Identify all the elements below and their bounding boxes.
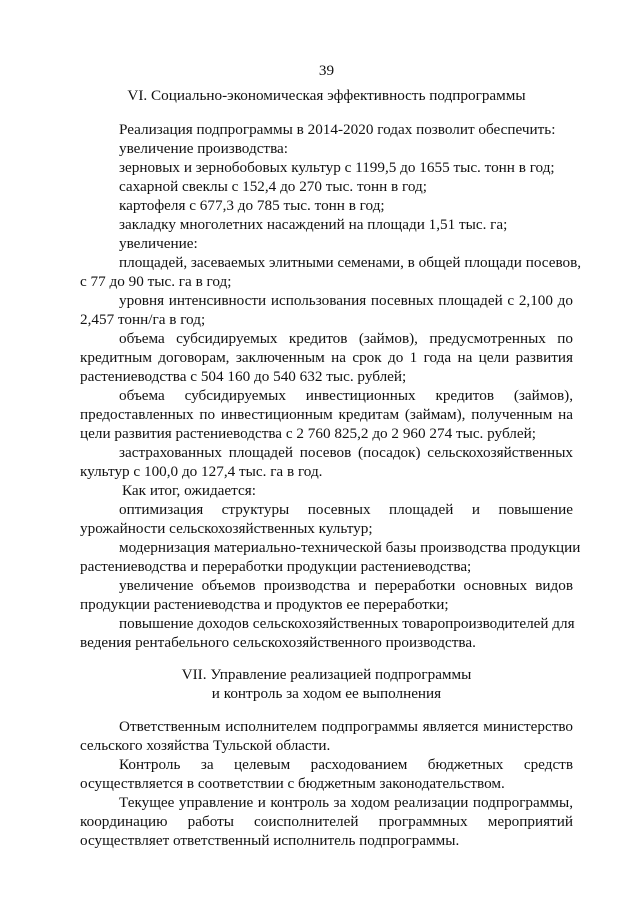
text-line: оптимизация структуры посевных площадей и повышение [119, 501, 573, 518]
text-line: предоставленных по инвестиционным кредитам (займам), полученным на [80, 406, 573, 423]
page-number: 39 [318, 62, 335, 79]
text-line: продукции растениеводства и продуктов ее переработки; [80, 596, 449, 613]
section-6-heading: VI. Социально-экономическая эффективность подпрограммы [127, 87, 526, 104]
section-7-heading-line-2: и контроль за ходом ее выполнения [211, 685, 442, 702]
text-line: Как итог, ожидается: [122, 482, 256, 499]
text-line: растениеводства и переработки продукции растениеводства; [80, 558, 472, 575]
text-line: зерновых и зернобобовых культур с 1199,5 до 1655 тыс. тонн в год; [119, 159, 555, 176]
text-line: объема субсидируемых кредитов (займов), предусмотренных по [119, 330, 573, 347]
text-line: увеличение объемов производства и переработки основных видов [119, 577, 573, 594]
text-line: Реализация подпрограммы в 2014-2020 годах позволит обеспечить: [119, 121, 556, 138]
text-line: 2,457 тонн/га в год; [80, 311, 206, 328]
text-line: ведения рентабельного сельскохозяйственного производства. [80, 634, 476, 651]
text-line: закладку многолетних насаждений на площади 1,51 тыс. га; [119, 216, 508, 233]
text-line: с 77 до 90 тыс. га в год; [80, 273, 232, 290]
text-line: осуществляется в соответствии с бюджетным законодательством. [80, 775, 505, 792]
text-line: Контроль за целевым расходованием бюджетных средств [119, 756, 573, 773]
text-line: кредитным договорам, заключенным на срок до 1 года на цели развития [80, 349, 573, 366]
text-line: объема субсидируемых инвестиционных кредитов (займов), [119, 387, 573, 404]
text-line: модернизация материально-технической базы производства продукции [119, 539, 581, 556]
text-line: сельского хозяйства Тульской области. [80, 737, 331, 754]
text-line: площадей, засеваемых элитными семенами, в общей площади посевов, [119, 254, 582, 271]
section-7-heading-line-1: VII. Управление реализацией подпрограммы [181, 666, 472, 683]
text-line: увеличение производства: [119, 140, 288, 157]
text-line: цели развития растениеводства с 2 760 825,2 до 2 960 274 тыс. рублей; [80, 425, 536, 442]
text-line: растениеводства с 504 160 до 540 632 тыс. рублей; [80, 368, 407, 385]
text-line: повышение доходов сельскохозяйственных товаропроизводителей для [119, 615, 575, 632]
text-line: уровня интенсивности использования посевных площадей с 2,100 до [119, 292, 573, 309]
text-line: осуществляет ответственный исполнитель подпрограммы. [80, 832, 460, 849]
text-line: координацию работы соисполнителей программных мероприятий [80, 813, 573, 830]
text-line: урожайности сельскохозяйственных культур; [80, 520, 373, 537]
text-line: сахарной свеклы с 152,4 до 270 тыс. тонн в год; [119, 178, 427, 195]
text-line: картофеля с 677,3 до 785 тыс. тонн в год; [119, 197, 385, 214]
text-line: Текущее управление и контроль за ходом реализации подпрограммы, [119, 794, 573, 811]
text-line: увеличение: [119, 235, 198, 252]
text-line: застрахованных площадей посевов (посадок) сельскохозяйственных [119, 444, 573, 461]
text-line: Ответственным исполнителем подпрограммы является министерство [119, 718, 573, 735]
text-line: культур с 100,0 до 127,4 тыс. га в год. [80, 463, 323, 480]
